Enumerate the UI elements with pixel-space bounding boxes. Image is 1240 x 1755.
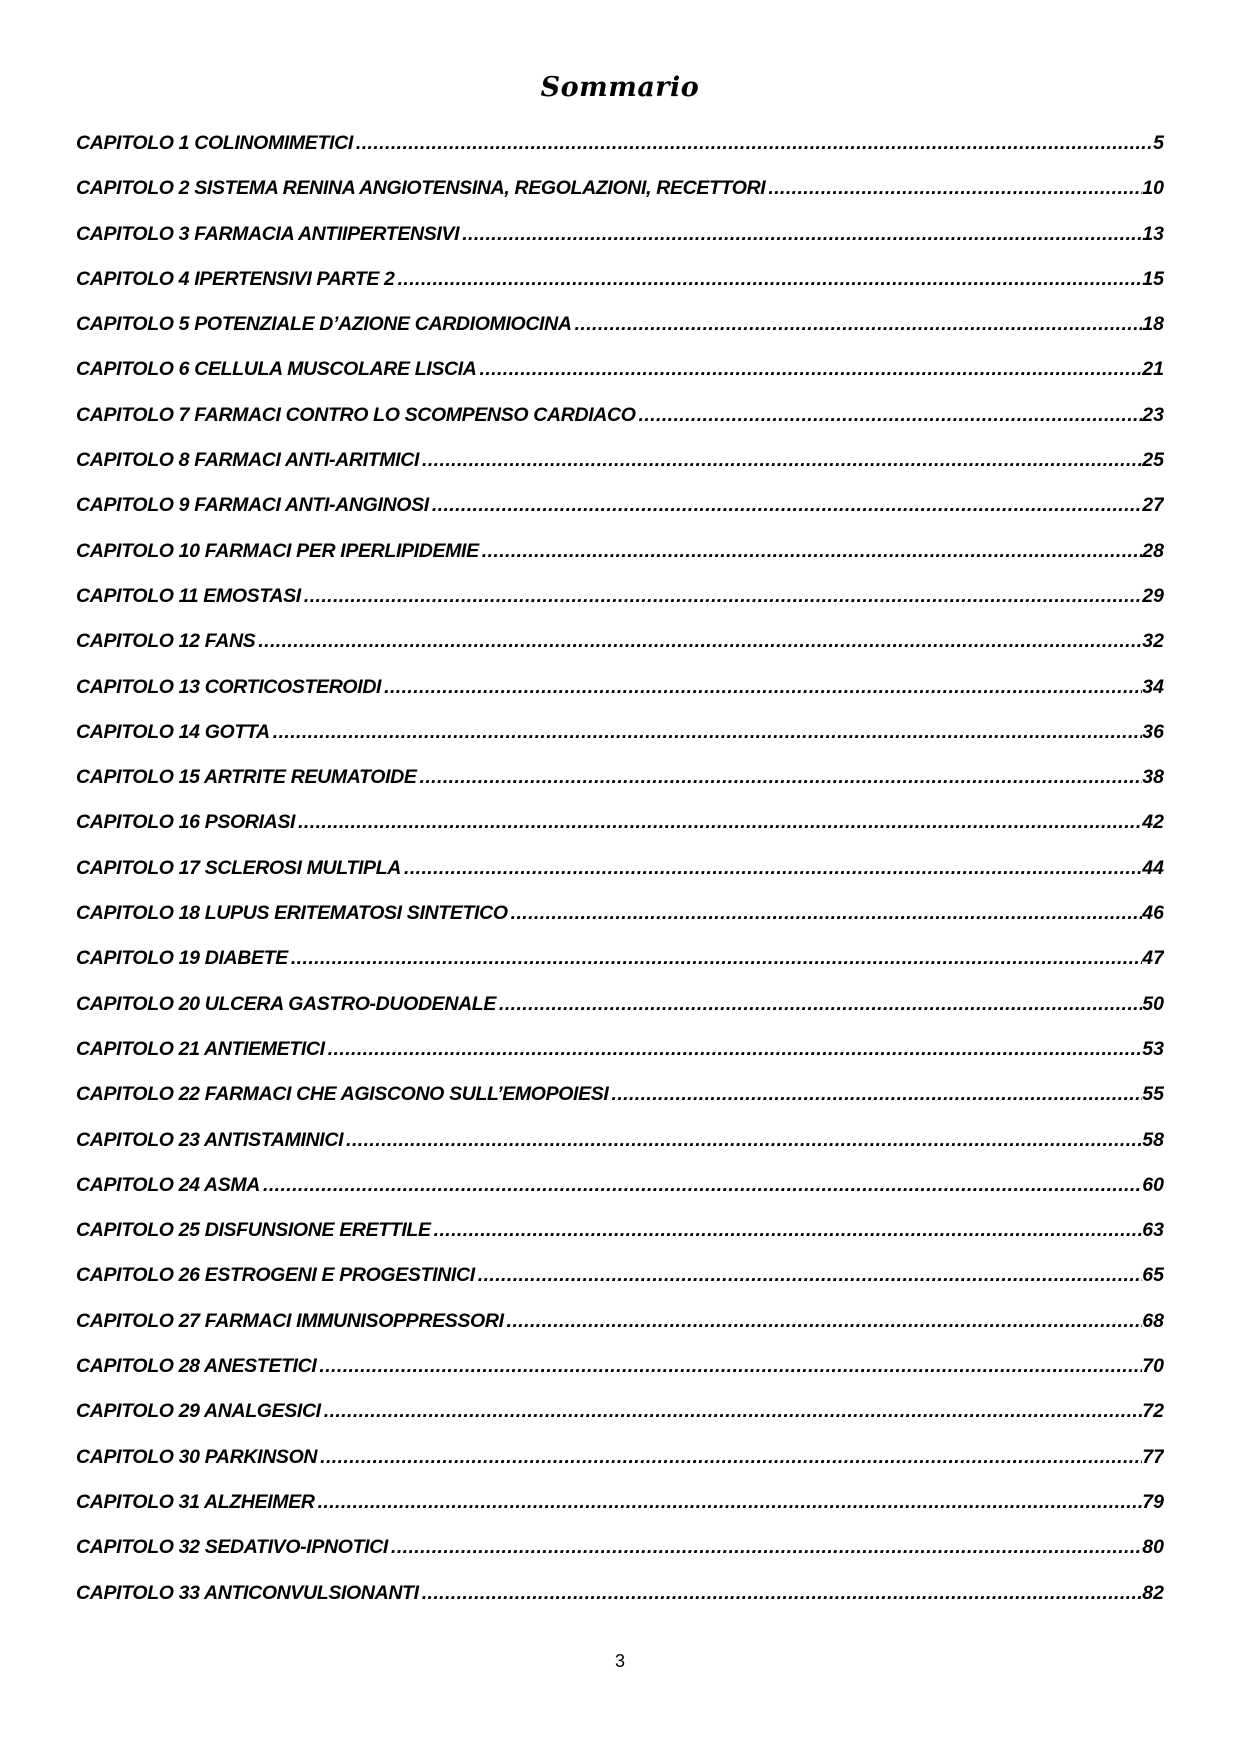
toc-dot-leader (316, 1344, 1142, 1389)
toc-entry-title: CAPITOLO 26 ESTROGENI E PROGESTINICI (76, 1264, 475, 1287)
toc-dot-leader (388, 1525, 1142, 1570)
toc-entry[interactable] (76, 302, 1164, 347)
toc-entry[interactable] (76, 755, 1164, 800)
toc-dot-leader (572, 302, 1143, 347)
toc-entry[interactable] (76, 1299, 1164, 1344)
toc-entry[interactable] (76, 121, 1164, 166)
toc-heading: Sommario (540, 72, 700, 103)
toc-entry[interactable] (76, 800, 1164, 845)
toc-dot-leader (419, 438, 1142, 483)
toc-entry[interactable] (76, 1208, 1164, 1253)
toc-entry[interactable] (76, 574, 1164, 619)
toc-entry-page: 50 (1142, 992, 1164, 1015)
toc-entry-title: CAPITOLO 23 ANTISTAMINICI (76, 1128, 344, 1151)
toc-entry-title: CAPITOLO 20 ULCERA GASTRO-DUODENALE (76, 992, 497, 1015)
toc-entry-title: CAPITOLO 31 ALZHEIMER (76, 1490, 315, 1513)
toc-entry-title: CAPITOLO 15 ARTRITE REUMATOIDE (76, 766, 417, 789)
toc-entry[interactable] (76, 1344, 1164, 1389)
toc-entry-title: CAPITOLO 2 SISTEMA RENINA ANGIOTENSINA, REGOLAZIONI, RECETTORI (76, 177, 766, 200)
toc-entry[interactable] (76, 393, 1164, 438)
toc-entry-page: 80 (1142, 1536, 1164, 1559)
page-number: 3 (614, 1651, 625, 1671)
toc-dot-leader (260, 1163, 1142, 1208)
toc-entry-title: CAPITOLO 32 SEDATIVO-IPNOTICI (76, 1536, 389, 1559)
toc-entry[interactable] (76, 257, 1164, 302)
toc-entry-title: CAPITOLO 7 FARMACI CONTRO LO SCOMPENSO CARDIACO (76, 403, 636, 426)
toc-dot-leader (636, 393, 1143, 438)
toc-dot-leader (479, 529, 1143, 574)
toc-entry-page: 60 (1142, 1173, 1164, 1196)
toc-entry-page: 55 (1142, 1083, 1164, 1106)
toc-entry-title: CAPITOLO 27 FARMACI IMMUNISOPPRESSORI (76, 1309, 504, 1332)
toc-entry-page: 65 (1142, 1264, 1164, 1287)
toc-dot-leader (508, 891, 1143, 936)
toc-entry[interactable] (76, 1389, 1164, 1434)
toc-entry-page: 72 (1142, 1400, 1164, 1423)
toc-entry-title: CAPITOLO 1 COLINOMIMETICI (76, 132, 353, 154)
toc-entry[interactable] (76, 483, 1164, 528)
toc-dot-leader (381, 665, 1142, 710)
toc-entry-page: 47 (1142, 947, 1164, 970)
toc-dot-leader (504, 1299, 1143, 1344)
toc-dot-leader (395, 257, 1143, 302)
toc-entry[interactable] (76, 1435, 1164, 1480)
toc-entry[interactable] (76, 1118, 1164, 1163)
toc-entry-page: 25 (1142, 449, 1164, 472)
toc-dot-leader (477, 347, 1143, 392)
toc-entry-page: 18 (1142, 313, 1164, 336)
toc-entry[interactable] (76, 619, 1164, 664)
toc-dot-leader (295, 800, 1142, 845)
toc-entry-title: CAPITOLO 11 EMOSTASI (76, 584, 301, 607)
toc-entry-title: CAPITOLO 28 ANESTETICI (76, 1355, 317, 1378)
toc-entry-title: CAPITOLO 19 DIABETE (76, 947, 288, 970)
toc-entry[interactable] (76, 1571, 1164, 1616)
toc-dot-leader (475, 1253, 1143, 1298)
toc-dot-leader (301, 574, 1142, 619)
toc-entry[interactable] (76, 1072, 1164, 1117)
toc-entry-page: 34 (1142, 675, 1164, 698)
toc-dot-leader (343, 1118, 1142, 1163)
toc-entry-title: CAPITOLO 10 FARMACI PER IPERLIPIDEMIE (76, 539, 479, 562)
toc-entry[interactable] (76, 166, 1164, 211)
toc-entry-title: CAPITOLO 30 PARKINSON (76, 1445, 318, 1468)
toc-entry-title: CAPITOLO 12 FANS (76, 630, 256, 653)
toc-dot-leader (255, 619, 1142, 664)
toc-entry-page: 58 (1142, 1128, 1164, 1151)
toc-entry[interactable] (76, 891, 1164, 936)
toc-entry-title: CAPITOLO 5 POTENZIALE D’AZIONE CARDIOMIOCINA (76, 313, 572, 336)
toc-entry-page: 27 (1142, 494, 1164, 517)
toc-dot-leader (353, 121, 1153, 166)
toc-entry-title: CAPITOLO 3 FARMACIA ANTIIPERTENSIVI (76, 222, 460, 245)
toc-entry[interactable] (76, 665, 1164, 710)
toc-entry-title: CAPITOLO 8 FARMACI ANTI-ARITMICI (76, 449, 420, 472)
toc-entry-title: CAPITOLO 9 FARMACI ANTI-ANGINOSI (76, 494, 429, 517)
toc-entry-page: 32 (1142, 630, 1164, 653)
toc-entry[interactable] (76, 846, 1164, 891)
toc-dot-leader (459, 212, 1142, 257)
toc-entry-page: 29 (1142, 584, 1164, 607)
toc-entry[interactable] (76, 529, 1164, 574)
toc-dot-leader (496, 982, 1142, 1027)
toc-entry-title: CAPITOLO 21 ANTIEMETICI (76, 1037, 325, 1060)
toc-entry-page: 36 (1142, 720, 1164, 743)
toc-entry-page: 82 (1142, 1581, 1164, 1604)
toc-entry-title: CAPITOLO 13 CORTICOSTEROIDI (76, 675, 382, 698)
toc-entry[interactable] (76, 212, 1164, 257)
toc-entry[interactable] (76, 347, 1164, 392)
toc-entry-page: 10 (1142, 177, 1164, 200)
toc-dot-leader (419, 1571, 1143, 1616)
toc-entry[interactable] (76, 438, 1164, 483)
toc-entry[interactable] (76, 1253, 1164, 1298)
toc-entry-title: CAPITOLO 14 GOTTA (76, 720, 270, 743)
toc-entry-page: 21 (1142, 358, 1164, 381)
toc-entry-page: 13 (1142, 222, 1164, 245)
toc-dot-leader (609, 1072, 1143, 1117)
toc-dot-leader (431, 1208, 1143, 1253)
toc-entry[interactable] (76, 710, 1164, 755)
toc-entry[interactable] (76, 1480, 1164, 1525)
toc-entry-page: 15 (1142, 267, 1164, 290)
toc-entry-page: 44 (1142, 856, 1164, 879)
toc-entry-title: CAPITOLO 16 PSORIASI (76, 811, 296, 834)
toc-entry-title: CAPITOLO 4 IPERTENSIVI PARTE 2 (76, 267, 395, 290)
toc-entry-page: 53 (1142, 1037, 1164, 1060)
toc-entry-page: 42 (1142, 811, 1164, 834)
toc-entry-page: 68 (1142, 1309, 1164, 1332)
toc-entry[interactable] (76, 1525, 1164, 1570)
toc-entry-title: CAPITOLO 25 DISFUNSIONE ERETTILE (76, 1219, 431, 1242)
toc-entry-page: 46 (1142, 902, 1164, 925)
toc-entry-title: CAPITOLO 18 LUPUS ERITEMATOSI SINTETICO (76, 902, 508, 925)
toc-entry[interactable] (76, 936, 1164, 981)
toc-entry-page: 23 (1142, 403, 1164, 426)
toc-entry[interactable] (76, 1027, 1164, 1072)
toc-entry[interactable] (76, 982, 1164, 1027)
toc-entry-page: 79 (1142, 1490, 1164, 1513)
toc-entry-title: CAPITOLO 17 SCLEROSI MULTIPLA (76, 856, 401, 879)
toc-dot-leader (429, 483, 1142, 528)
toc-dot-leader (315, 1480, 1143, 1525)
toc-entry-page: 5 (1153, 132, 1164, 154)
toc-entry[interactable] (76, 1163, 1164, 1208)
toc-dot-leader (270, 710, 1143, 755)
toc-dot-leader (765, 166, 1142, 211)
toc-entry-page: 28 (1142, 539, 1164, 562)
toc-entry-title: CAPITOLO 29 ANALGESICI (76, 1400, 321, 1423)
toc-dot-leader (325, 1027, 1143, 1072)
toc-entry-title: CAPITOLO 33 ANTICONVULSIONANTI (76, 1581, 419, 1604)
toc-entry-page: 38 (1142, 766, 1164, 789)
toc-dot-leader (417, 755, 1143, 800)
toc-dot-leader (401, 846, 1142, 891)
toc-dot-leader (317, 1435, 1142, 1480)
toc-dot-leader (321, 1389, 1143, 1434)
toc-entry-page: 77 (1142, 1445, 1164, 1468)
toc-entry-title: CAPITOLO 6 CELLULA MUSCOLARE LISCIA (76, 358, 477, 381)
toc-entry-title: CAPITOLO 22 FARMACI CHE AGISCONO SULL’EMOPOIESI (76, 1083, 609, 1106)
toc-entry-page: 70 (1142, 1355, 1164, 1378)
toc-dot-leader (288, 936, 1142, 981)
toc-entry-page: 63 (1142, 1219, 1164, 1242)
table-of-contents (76, 121, 1164, 1616)
toc-entry-title: CAPITOLO 24 ASMA (76, 1173, 261, 1196)
